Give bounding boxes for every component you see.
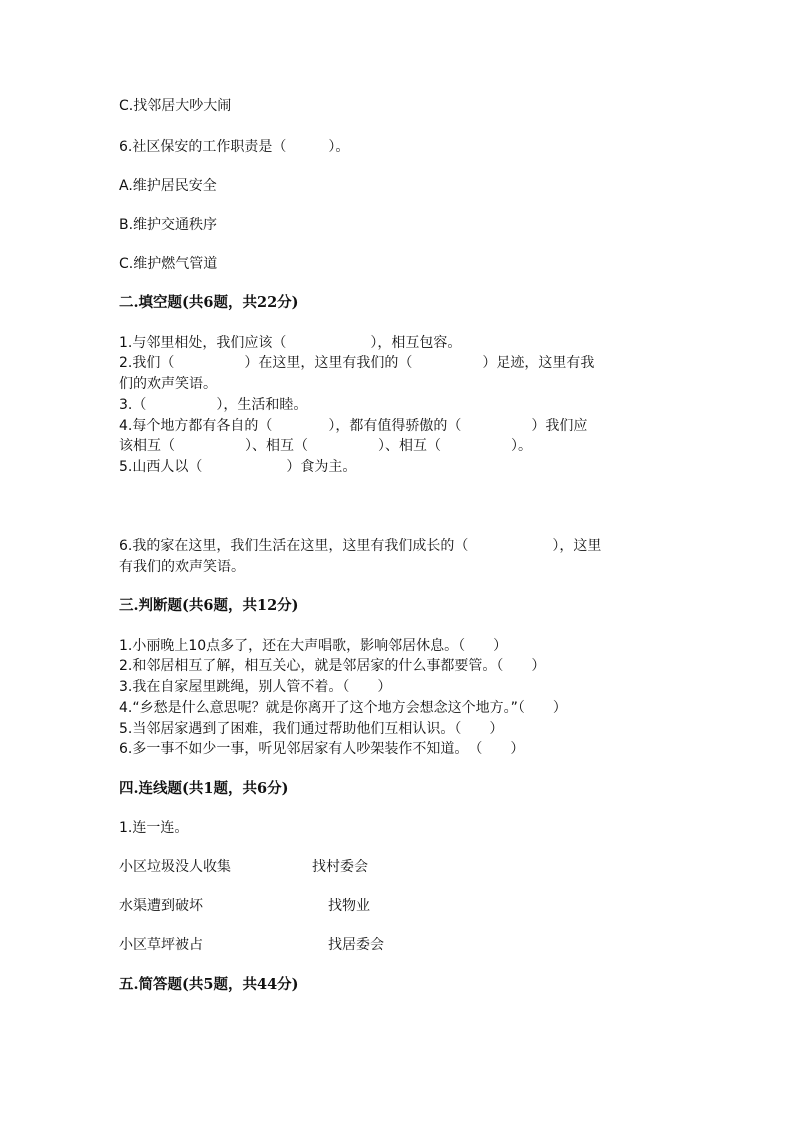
q5-option-c: C.找邻居大吵大闹 <box>119 98 232 114</box>
fill-line: 1.与邻里相处，我们应该（ ），相互包容。 <box>119 335 462 351</box>
judge-line: 1.小丽晚上10点多了，还在大声唱歌，影响邻居休息。（ ） <box>119 638 508 654</box>
q6-option-b: B.维护交通秩序 <box>119 217 218 233</box>
match-prompt: 1.连一连。 <box>119 820 189 836</box>
match-right-item: 找居委会 <box>328 937 384 953</box>
fill-line: 5.山西人以（ ）食为主。 <box>119 459 357 475</box>
fill-line: 有我们的欢声笑语。 <box>119 559 245 575</box>
section2-title: 二.填空题(共6题，共22分) <box>119 294 299 311</box>
fill-line: 们的欢声笑语。 <box>119 376 217 392</box>
fill-line: 3.（ ），生活和睦。 <box>119 397 308 413</box>
fill-line: 4.每个地方都有各自的（ ），都有值得骄傲的（ ）我们应 <box>119 418 588 434</box>
fill-line: 该相互（ ）、相互（ ）、相互（ ）。 <box>119 438 532 454</box>
judge-line: 2.和邻居相互了解，相互关心，就是邻居家的什么事都要管。（ ） <box>119 658 546 674</box>
fill-line: 2.我们（ ）在这里，这里有我们的（ ）足迹，这里有我 <box>119 355 595 371</box>
section5-title: 五.简答题(共5题，共44分) <box>119 976 299 993</box>
q6-option-a: A.维护居民安全 <box>119 178 217 194</box>
match-left-item: 水渠遭到破坏 <box>119 898 203 914</box>
q6-option-c: C.维护燃气管道 <box>119 256 218 272</box>
judge-line: 5.当邻居家遇到了困难，我们通过帮助他们互相认识。（ ） <box>119 721 504 737</box>
judge-line: 4.“乡愁是什么意思呢？就是你离开了这个地方会想念这个地方。”（ ） <box>119 700 567 716</box>
match-left-item: 小区草坪被占 <box>119 937 203 953</box>
fill-line: 6.我的家在这里，我们生活在这里，这里有我们成长的（ ），这里 <box>119 538 602 554</box>
section4-title: 四.连线题(共1题，共6分) <box>119 780 289 797</box>
judge-line: 6.多一事不如少一事，听见邻居家有人吵架装作不知道。 （ ） <box>119 741 525 757</box>
judge-line: 3.我在自家屋里跳绳，别人管不着。（ ） <box>119 679 392 695</box>
section3-title: 三.判断题(共6题，共12分) <box>119 597 299 614</box>
match-right-item: 找物业 <box>328 898 370 914</box>
match-right-item: 找村委会 <box>312 859 368 875</box>
q6-stem: 6.社区保安的工作职责是（ ）。 <box>119 139 350 155</box>
match-left-item: 小区垃圾没人收集 <box>119 859 231 875</box>
